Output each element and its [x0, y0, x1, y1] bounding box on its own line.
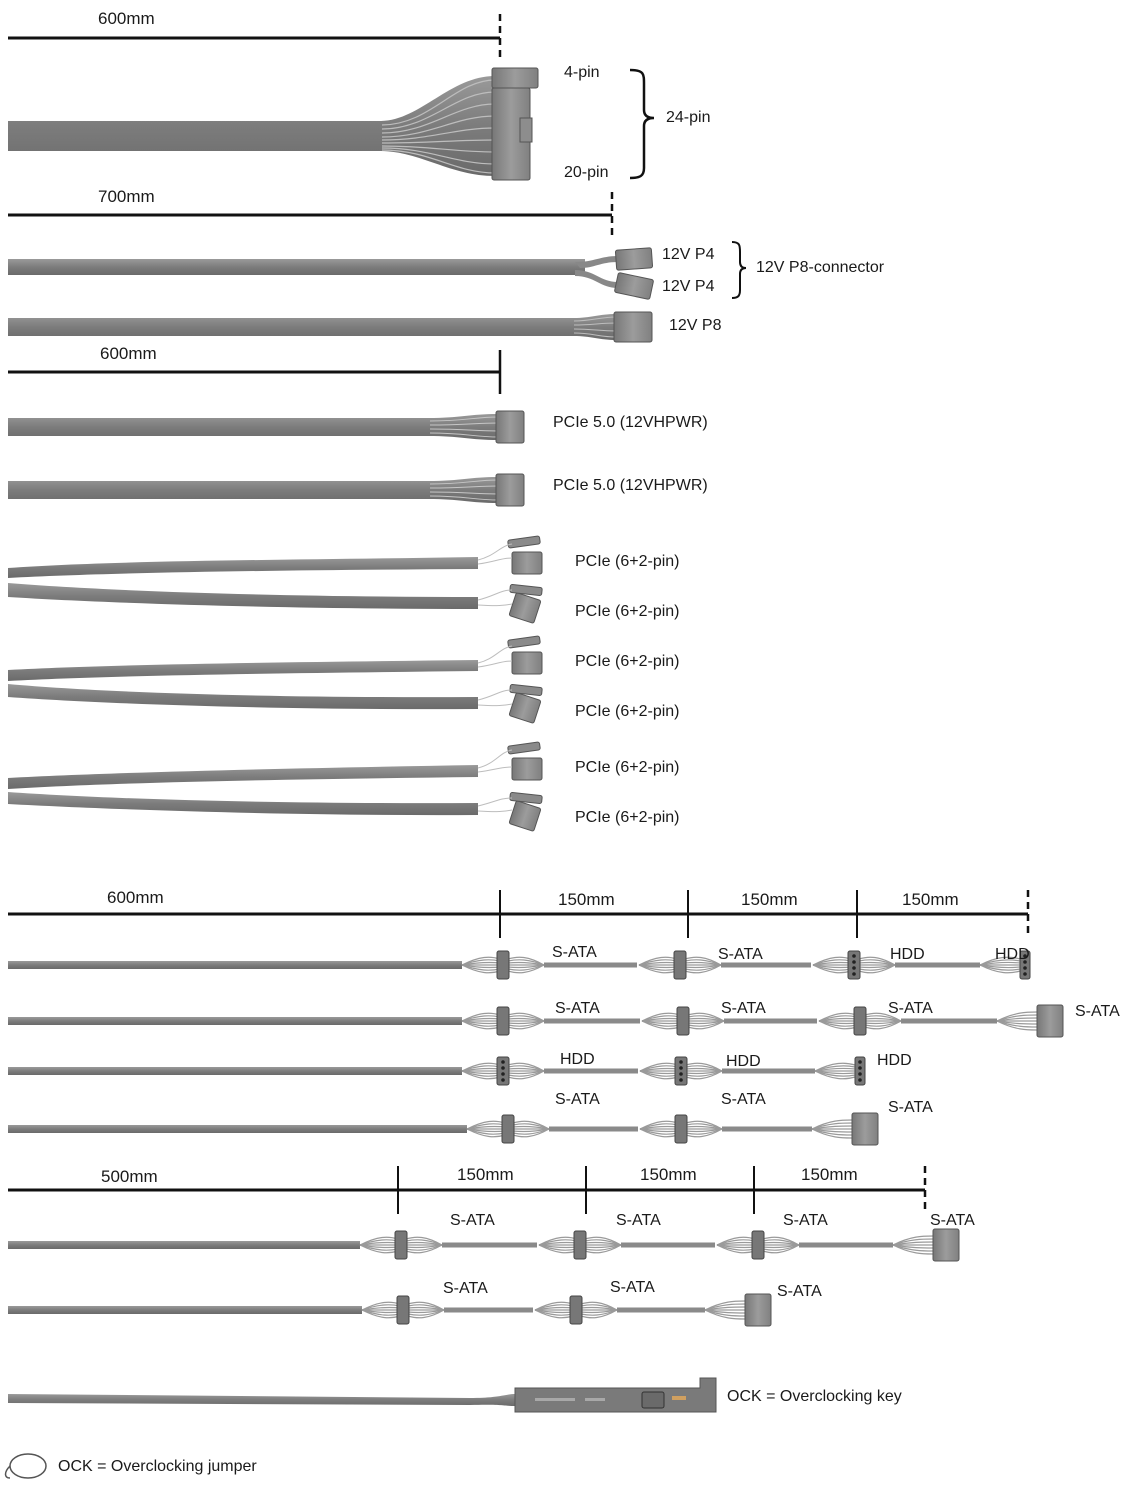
- eps-p4-top-connector: [615, 248, 652, 270]
- pcie-hpwr-connector-1: [496, 411, 524, 443]
- brace-icon: [732, 242, 746, 298]
- periph-a-length-3: 150mm: [741, 890, 798, 909]
- hdd-inline-connector: [813, 951, 895, 979]
- periph-b-r1-label-2: S-ATA: [616, 1212, 661, 1229]
- eps-p4-bottom-connector: [614, 272, 653, 299]
- periph-b-chain-1: [8, 1229, 959, 1261]
- sata-inline-connector: [639, 951, 721, 979]
- sata-inline-connector: [642, 1007, 724, 1035]
- pcie-62-cable-1: [8, 557, 478, 578]
- periph-b-r2-label-3: S-ATA: [777, 1283, 822, 1300]
- periph-a-r2-label-2: S-ATA: [721, 1000, 766, 1017]
- eps-p8-label: 12V P8: [669, 317, 722, 334]
- sata-inline-connector: [717, 1231, 799, 1259]
- ock-key-module: [515, 1378, 716, 1412]
- pcie-62-label-2: PCIe (6+2-pin): [575, 603, 680, 620]
- sata-end-connector: [893, 1229, 959, 1261]
- hdd-inline-connector: [462, 1057, 544, 1085]
- ock-jumper-label: OCK = Overclocking jumper: [58, 1458, 257, 1475]
- periph-a-length-4: 150mm: [902, 890, 959, 909]
- pcie-62-label-1: PCIe (6+2-pin): [575, 553, 680, 570]
- ock-cable-body: [8, 1394, 515, 1406]
- periph-b-r2-label-1: S-ATA: [443, 1280, 488, 1297]
- pcie-62-label-3: PCIe (6+2-pin): [575, 653, 680, 670]
- pcie-62-label-6: PCIe (6+2-pin): [575, 809, 680, 826]
- sata-inline-connector: [362, 1296, 444, 1324]
- pcie-62-connector-6: [509, 801, 541, 832]
- periph-a-r4-label-1: S-ATA: [555, 1091, 600, 1108]
- pcie-hpwr-label-2: PCIe 5.0 (12VHPWR): [553, 477, 708, 494]
- pcie-62-connector-1: [512, 552, 542, 574]
- eps-p4-top-label: 12V P4: [662, 246, 715, 263]
- pcie-hpwr-cable-2: [8, 477, 498, 503]
- atx-connector-4pin: [492, 68, 538, 88]
- periph-a-r1-label-4: HDD: [995, 946, 1030, 963]
- atx-24pin-label: 24-pin: [666, 109, 711, 126]
- periph-a-r4-label-3: S-ATA: [888, 1099, 933, 1116]
- eps-p8-cable-body: [8, 314, 616, 340]
- brace-icon: [630, 70, 654, 178]
- pcie-62-label-4: PCIe (6+2-pin): [575, 703, 680, 720]
- pcie-62-connector-3: [512, 652, 542, 674]
- pcie-62-cable-6: [8, 792, 478, 815]
- sata-inline-connector: [467, 1115, 549, 1143]
- sata-end-connector: [997, 1005, 1063, 1037]
- periph-a-length-2: 150mm: [558, 890, 615, 909]
- sata-end-connector: [812, 1113, 878, 1145]
- eps-split-cable-body: [8, 259, 585, 275]
- atx-length-label: 600mm: [98, 9, 155, 28]
- pcie-hpwr-connector-2: [496, 474, 524, 506]
- eps-length-label: 700mm: [98, 187, 155, 206]
- pcie-cables: [8, 350, 542, 831]
- pcie-62-cable-3: [8, 660, 478, 681]
- hdd-end-connector: [815, 1057, 865, 1085]
- periph-a-r2-label-1: S-ATA: [555, 1000, 600, 1017]
- ock-key-label: OCK = Overclocking key: [727, 1388, 902, 1405]
- pcie-62-connector-4: [509, 693, 541, 724]
- pcie-62-connector-2: [509, 593, 541, 624]
- sata-inline-connector: [462, 1007, 544, 1035]
- periph-b-length-1: 500mm: [101, 1167, 158, 1186]
- sata-inline-connector: [535, 1296, 617, 1324]
- pcie-hpwr-cable-1: [8, 414, 498, 440]
- eps-cables: [8, 192, 746, 342]
- periph-a-r3-label-2: HDD: [726, 1053, 761, 1070]
- periph-a-chain-4: [8, 1113, 878, 1145]
- pcie-62-cable-5: [8, 765, 478, 789]
- eps-p8-group-label: 12V P8-connector: [756, 259, 885, 276]
- periph-b-r1-label-3: S-ATA: [783, 1212, 828, 1229]
- periph-a-r2-label-4: S-ATA: [1075, 1003, 1120, 1020]
- hdd-inline-connector: [640, 1057, 722, 1085]
- pcie-62-label-5: PCIe (6+2-pin): [575, 759, 680, 776]
- pcie-62-cable-4: [8, 684, 478, 709]
- eps-p4-bottom-label: 12V P4: [662, 278, 715, 295]
- periph-a-r3-label-3: HDD: [877, 1052, 912, 1069]
- periph-a-length-1: 600mm: [107, 888, 164, 907]
- periph-b-r2-label-2: S-ATA: [610, 1279, 655, 1296]
- periph-b-r1-label-1: S-ATA: [450, 1212, 495, 1229]
- periph-a-r1-label-3: HDD: [890, 946, 925, 963]
- periph-a-r2-label-3: S-ATA: [888, 1000, 933, 1017]
- sata-inline-connector: [462, 951, 544, 979]
- eps-p8-connector: [614, 312, 652, 342]
- sata-end-connector: [705, 1294, 771, 1326]
- periph-b-length-3: 150mm: [640, 1165, 697, 1184]
- pcie-62-connector-5: [512, 758, 542, 780]
- ock-jumper-icon: [10, 1454, 46, 1478]
- periph-b-length-2: 150mm: [457, 1165, 514, 1184]
- sata-inline-connector: [539, 1231, 621, 1259]
- pcie-hpwr-label-1: PCIe 5.0 (12VHPWR): [553, 414, 708, 431]
- atx-24pin-cable: [8, 14, 654, 180]
- periph-a-r3-label-1: HDD: [560, 1051, 595, 1068]
- sata-inline-connector: [360, 1231, 442, 1259]
- periph-a-r4-label-2: S-ATA: [721, 1091, 766, 1108]
- pcie-62-cable-2: [8, 583, 478, 609]
- periph-a-r1-label-2: S-ATA: [718, 946, 763, 963]
- pcie-length-label: 600mm: [100, 344, 157, 363]
- sata-inline-connector: [640, 1115, 722, 1143]
- periph-a-chain-1: [8, 951, 1030, 979]
- periph-b-chain-2: [8, 1294, 771, 1326]
- periph-a-r1-label-1: S-ATA: [552, 944, 597, 961]
- periph-b-r1-label-4: S-ATA: [930, 1212, 975, 1229]
- atx-4pin-label: 4-pin: [564, 64, 600, 81]
- atx-20pin-label: 20-pin: [564, 164, 609, 181]
- periph-b-length-4: 150mm: [801, 1165, 858, 1184]
